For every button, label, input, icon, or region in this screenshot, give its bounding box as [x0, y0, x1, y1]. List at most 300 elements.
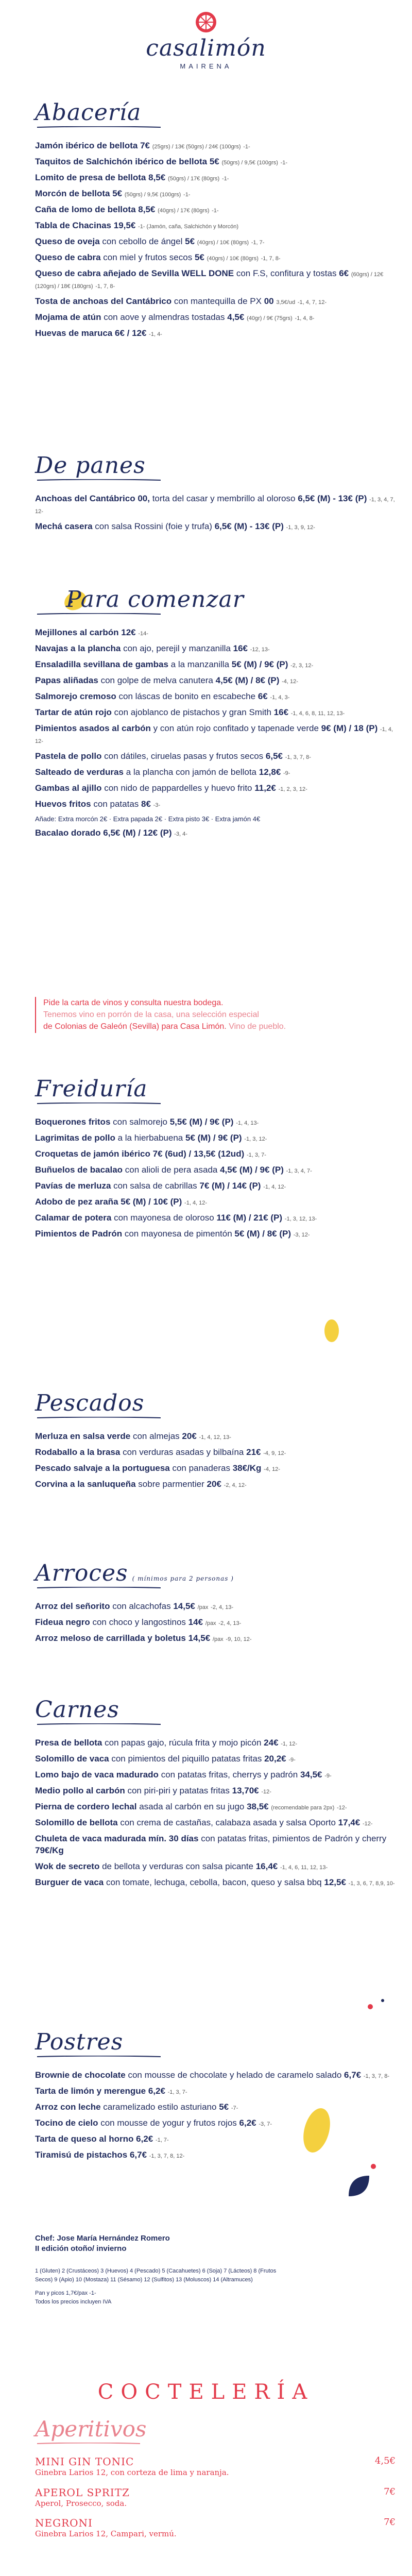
- item-description: con mayonesa de pimentón: [124, 1228, 232, 1239]
- underline-decoration: [37, 126, 161, 128]
- item-allergens: -1, 4, 12, 13-: [199, 1434, 231, 1441]
- item-name: Papas aliñadas: [35, 675, 98, 686]
- section-note: ( mínimos para 2 personas ): [132, 1575, 234, 1582]
- item-price: 6,5€ (M) / 12€ (P): [103, 828, 172, 838]
- section-title: Abacería: [35, 99, 142, 126]
- item-price: 6,2€: [136, 2134, 153, 2144]
- item-price: 5,5€ (M) / 9€ (P): [169, 1117, 234, 1127]
- item-price: 12€: [121, 628, 136, 638]
- item-price: 38,5€: [247, 1802, 269, 1812]
- item-allergens: -1, 4, 7, 12-: [297, 299, 327, 306]
- item-price: 8,5€: [148, 173, 166, 183]
- item-allergens: -1, 3, 4, 7-: [286, 1168, 312, 1175]
- allergen-list: 1 (Gluten) 2 (Crustáceos) 3 (Huevos) 4 (Pescado) 5 (Cacahuetes) 6 (Soja) 7 (Lácteos) 8 (Frutos Secos) 9 (Apio) 10 (Mostaza) 11 (Sésamo) 12 (Sulfitos) 13 (Moluscos) 14 (Altramuces): [35, 2268, 277, 2283]
- items-comenzar: [35, 627, 396, 839]
- item-price: 6,2€: [148, 2086, 165, 2096]
- item-name: Chuleta de vaca madurada mín. 30 días: [35, 1834, 199, 1844]
- item-allergens: -4, 9, 12-: [263, 1450, 286, 1457]
- leaf-decoration-icon: [346, 2173, 372, 2199]
- item-description: con piri-piri y patatas fritas: [127, 1786, 230, 1796]
- section-arroces: [35, 1561, 396, 1649]
- menu-item: [35, 328, 396, 340]
- underline-decoration: [37, 1103, 161, 1105]
- item-allergens: -12-: [362, 1821, 373, 1827]
- menu-item: [35, 1617, 396, 1629]
- item-name: Jamón ibérico de bellota: [35, 141, 138, 151]
- item-allergens: -9-: [283, 770, 290, 776]
- item-description: con ajoblanco de pistachos y gran Smith: [114, 707, 271, 718]
- item-allergens: -14-: [138, 631, 148, 637]
- item-price: 11,2€: [254, 783, 276, 793]
- item-name: Morcón de bellota: [35, 189, 110, 199]
- menu-item: [35, 1164, 396, 1176]
- item-description: con verduras asadas y bilbaína: [123, 1447, 244, 1458]
- item-name: Burguer de vaca: [35, 1877, 104, 1887]
- item-description: con crema de castañas, calabaza asada y salsa Oporto: [120, 1818, 336, 1828]
- notice-line-1: Pide la carta de vinos y consulta nuestra bodega.: [43, 998, 224, 1007]
- item-description: a la hierbabuena: [117, 1133, 183, 1143]
- item-allergens: -12-: [337, 1805, 347, 1811]
- underline-decoration: [37, 2056, 161, 2058]
- drink-description: Ginebra Larios 12, con corteza de lima y naranja.: [35, 2468, 229, 2477]
- menu-item: [35, 827, 396, 839]
- item-allergens: -1, 3, 7-: [246, 1152, 266, 1159]
- item-extra: /pax: [212, 1636, 224, 1643]
- item-name: Pimientos asados al carbón: [35, 723, 151, 734]
- menu-item: [35, 2149, 396, 2161]
- section-freiduria: [35, 1077, 396, 1244]
- drink-name: NEGRONI: [35, 2517, 93, 2529]
- item-name: Gambas al ajillo: [35, 783, 102, 793]
- item-name: Pastela de pollo: [35, 751, 102, 761]
- item-description: con panaderas: [172, 1463, 230, 1473]
- section-title: [35, 1561, 396, 1586]
- item-allergens: -1, 7, 8-: [95, 283, 115, 290]
- item-extra: 3,5€/ud: [276, 299, 296, 306]
- underline-decoration: [37, 2443, 140, 2445]
- item-price: 13,70€: [232, 1786, 259, 1796]
- menu-item: [35, 268, 396, 292]
- drink-description: Ginebra Larios 12, Campari, vermú.: [35, 2529, 177, 2538]
- notice-line-3b: Vino de pueblo.: [226, 1022, 286, 1031]
- items-carnes: [35, 1737, 396, 1888]
- item-price: 14,5€: [188, 1633, 211, 1643]
- item-name: Arroz meloso de carrillada y boletus: [35, 1633, 186, 1643]
- drink-item: [35, 2486, 396, 2509]
- item-name: Presa de bellota: [35, 1738, 102, 1748]
- item-price: 6,2€: [239, 2118, 256, 2128]
- item-price: 16,4€: [255, 1861, 278, 1871]
- item-allergens: -1, 4, 12-: [184, 1200, 208, 1207]
- logo: [0, 10, 412, 70]
- item-allergens: -1, 7-: [251, 240, 265, 246]
- item-price: 6,7€: [344, 2070, 362, 2080]
- item-description: con almejas: [132, 1431, 180, 1442]
- item-name: Medio pollo al carbón: [35, 1786, 125, 1796]
- item-extra: (recomendable para 2px): [271, 1805, 335, 1811]
- menu-item: [35, 1196, 396, 1208]
- item-description: con alioli de pera asada: [125, 1165, 218, 1175]
- menu-item: [35, 2117, 396, 2129]
- menu-item: [35, 1833, 396, 1857]
- item-allergens: -1, 3, 7, 8-: [363, 2073, 390, 2080]
- item-extra: (50grs) / 17€ (80grs): [167, 176, 220, 182]
- item-allergens: -3, 4-: [174, 831, 187, 838]
- item-name: Rodaballo a la brasa: [35, 1447, 121, 1458]
- item-allergens: -1, 4, 8-: [295, 315, 315, 321]
- section-title: Pescados: [35, 1390, 145, 1416]
- item-allergens: -1, 4, 13-: [236, 1120, 259, 1127]
- item-name: Pierna de cordero lechal: [35, 1802, 137, 1812]
- chef-credit: [35, 2233, 293, 2255]
- underline-decoration: [37, 1417, 161, 1419]
- menu-item: [35, 312, 396, 324]
- drink-price: 7€: [384, 2517, 396, 2528]
- item-price: 38€/Kg: [232, 1463, 262, 1473]
- menu-item: [35, 1212, 396, 1224]
- item-allergens: -1, 3, 4, 7, 12-: [35, 497, 395, 515]
- menu-item: [35, 659, 396, 671]
- items-panes: [35, 493, 396, 533]
- menu-item: [35, 188, 396, 200]
- item-name: Solomillo de vaca: [35, 1754, 109, 1764]
- item-description: asada al carbón en su jugo: [139, 1802, 245, 1812]
- item-price: 7€ (6ud) / 13,5€ (12ud): [152, 1149, 245, 1159]
- item-description: con patatas: [93, 799, 139, 809]
- item-name: Salteado de verduras: [35, 767, 124, 777]
- item-allergens: -1-: [212, 208, 219, 214]
- item-name: Queso de oveja: [35, 236, 100, 247]
- edition: II edición otoño/ invierno: [35, 2244, 127, 2253]
- underline-decoration: [37, 613, 161, 615]
- menu-item: [35, 1116, 396, 1128]
- menu-item: [35, 296, 396, 308]
- item-allergens: -4, 12-: [282, 679, 298, 685]
- item-name: Salmorejo cremoso: [35, 691, 116, 702]
- item-name: Taquitos de Salchichón ibérico de bellota: [35, 157, 208, 167]
- item-extra: /pax: [197, 1604, 209, 1611]
- item-description: con mantequilla de PX: [174, 296, 262, 306]
- drink-item: [35, 2455, 396, 2478]
- item-price: 6€: [258, 691, 268, 702]
- item-description: con golpe de melva canutera: [100, 675, 213, 686]
- item-name: Tiramisú de pistachos: [35, 2150, 128, 2160]
- menu-item: [35, 1737, 396, 1749]
- item-price: 14€: [188, 1617, 203, 1628]
- drink-price: 7€: [384, 2486, 396, 2497]
- item-price: 79€/Kg: [35, 1845, 64, 1855]
- item-description: con nido de pappardelles y huevo frito: [104, 783, 252, 793]
- dot-decoration: [371, 2164, 376, 2169]
- item-name: Bacalao dorado: [35, 828, 101, 838]
- menu-item: [35, 1817, 396, 1829]
- item-allergens: -9, 10, 12-: [226, 1636, 252, 1643]
- item-name: Lomo bajo de vaca madurado: [35, 1770, 159, 1780]
- item-description: caramelizado estilo asturiano: [103, 2102, 217, 2112]
- section-panes: [35, 453, 396, 537]
- drink-description: Aperol, Prosecco, soda.: [35, 2498, 127, 2508]
- menu-item: [35, 1769, 396, 1781]
- item-name: Arroz del señorito: [35, 1601, 110, 1612]
- item-allergens: -1, 4, 6, 8, 11, 12, 13-: [290, 710, 345, 717]
- item-description: torta del casar y membrillo al oloroso: [152, 494, 296, 504]
- menu-item: [35, 1463, 396, 1475]
- menu-item: [35, 1447, 396, 1459]
- item-extra: (50grs) / 9,5€ (100grs): [221, 160, 278, 166]
- item-name: Mojama de atún: [35, 312, 101, 322]
- menu-item: [35, 2086, 396, 2097]
- item-name: Brownie de chocolate: [35, 2070, 126, 2080]
- item-name: Ensaladilla sevillana de gambas: [35, 659, 168, 670]
- item-price: 17,4€: [338, 1818, 360, 1828]
- item-description: a la manzanilla: [170, 659, 230, 670]
- item-description: con salsa Rossini (foie y trufa): [95, 521, 212, 532]
- item-name: Anchoas del Cantábrico 00,: [35, 494, 150, 504]
- item-allergens: -2, 4, 13-: [211, 1604, 234, 1611]
- item-price: 4,5€: [227, 312, 245, 322]
- drink-name: APEROL SPRITZ: [35, 2486, 130, 2499]
- item-description: con patatas fritas, pimientos de Padrón y cherry: [201, 1834, 387, 1844]
- item-description: de bellota y verduras con salsa picante: [102, 1861, 253, 1871]
- menu-item: [35, 1861, 396, 1873]
- item-price: 6,5€ (M) - 13€ (P): [214, 521, 284, 532]
- item-extra: (25grs) / 13€ (50grs) / 24€ (100grs): [152, 144, 241, 150]
- item-description: con ajo, perejil y manzanilla: [123, 643, 231, 654]
- notice-line-3a: de Colonias de Galeón (Sevilla) para Casa Limón.: [43, 1022, 227, 1031]
- item-price: 6,5€: [265, 751, 283, 761]
- item-name: Pescado salvaje a la portuguesa: [35, 1463, 170, 1473]
- item-price: 5€: [209, 157, 219, 167]
- item-price: 5€ (M) / 8€ (P): [234, 1228, 291, 1239]
- items-freiduria: [35, 1116, 396, 1240]
- item-description: con mousse de chocolate y helado de caramelo salado: [128, 2070, 342, 2080]
- item-price: 24€: [264, 1738, 279, 1748]
- menu-item: [35, 1877, 396, 1889]
- item-name: Solomillo de bellota: [35, 1818, 118, 1828]
- item-allergens: -1, 4, 12-: [35, 726, 393, 744]
- item-name: Arroz con leche: [35, 2102, 101, 2112]
- menu-item: [35, 707, 396, 719]
- item-price: 21€: [246, 1447, 261, 1458]
- item-price: 7€: [140, 141, 150, 151]
- item-description: con papas gajo, rúcula frita y mojo picón: [105, 1738, 262, 1748]
- item-name: Merluza en salsa verde: [35, 1431, 131, 1442]
- item-description: con salsa de cabrillas: [113, 1181, 197, 1191]
- item-name: Navajas a la plancha: [35, 643, 121, 654]
- item-price: 5€: [112, 189, 123, 199]
- menu-item: [35, 1148, 396, 1160]
- items-arroces: [35, 1601, 396, 1645]
- menu-item: [35, 1132, 396, 1144]
- underline-decoration: [37, 479, 161, 481]
- item-allergens: -9-: [288, 1757, 296, 1764]
- menu-item: [35, 767, 396, 778]
- item-name: Corvina a la sanluqueña: [35, 1479, 136, 1489]
- item-allergens: -1-: [221, 176, 229, 182]
- item-price: 16€: [233, 643, 248, 654]
- menu-item: [35, 783, 396, 794]
- item-price: 19,5€: [113, 221, 136, 231]
- tax-note: Todos los precios incluyen IVA: [35, 2298, 112, 2305]
- item-description: con patatas fritas, cherrys y padrón: [161, 1770, 298, 1780]
- lemon-decoration-icon: [299, 2102, 335, 2159]
- wine-notice: [35, 997, 404, 1033]
- menu-item: [35, 156, 396, 168]
- menu-item: [35, 172, 396, 184]
- item-description: sobre parmentier: [138, 1479, 204, 1489]
- item-name: Queso de cabra: [35, 252, 101, 262]
- item-price: 34,5€: [300, 1770, 322, 1780]
- cocteleria-title: COCTELERÍA: [97, 2380, 315, 2404]
- item-price: 12,8€: [259, 767, 281, 777]
- item-price: 8,5€: [138, 205, 156, 215]
- menu-item: [35, 1753, 396, 1765]
- item-price: 5€: [194, 252, 204, 262]
- item-price: 5€ (M) / 9€ (P): [185, 1133, 242, 1143]
- item-name: Huevos fritos: [35, 799, 91, 809]
- menu-item: [35, 220, 396, 232]
- item-allergens: -1, 3, 9, 12-: [286, 524, 315, 531]
- section-title: Postres: [35, 2029, 124, 2055]
- section-title: Carnes: [35, 1697, 119, 1723]
- item-allergens: -1, 4, 3-: [270, 694, 290, 701]
- item-price: 5€: [185, 236, 195, 247]
- item-name: Wok de secreto: [35, 1861, 100, 1871]
- item-allergens: -1-: [183, 192, 191, 198]
- item-price: 12,5€: [324, 1877, 346, 1887]
- section-title: Para comenzar: [66, 586, 244, 613]
- section-aperitivos: [35, 2416, 396, 2548]
- menu-item: [35, 1228, 396, 1240]
- bread-note: Pan y picos 1,7€/pax -1-: [35, 2290, 96, 2296]
- menu-item: [35, 236, 396, 248]
- menu-item: [35, 723, 396, 747]
- item-allergens: -1, 3, 6, 7, 8,9, 10-: [348, 1880, 395, 1887]
- dot-decoration: [381, 1999, 384, 2002]
- menu-item: [35, 643, 396, 655]
- item-name: Adobo de pez araña: [35, 1197, 118, 1207]
- item-name: Fideua negro: [35, 1617, 90, 1628]
- item-allergens: -12, 13-: [250, 647, 270, 653]
- lemon-decoration-icon: [321, 1317, 342, 1345]
- item-name: Caña de lomo de bellota: [35, 205, 136, 215]
- chef-name: Chef: Jose María Hernández Romero: [35, 2234, 170, 2243]
- item-price: 11€ (M) / 21€ (P): [216, 1213, 283, 1223]
- item-allergens: -1, 7-: [156, 2137, 169, 2144]
- item-name: Tartar de atún rojo: [35, 707, 112, 718]
- item-allergens: -9-: [324, 1773, 332, 1780]
- item-price: 20€: [182, 1431, 197, 1442]
- item-allergens: -3, 7-: [259, 2121, 272, 2128]
- section-carnes: [35, 1698, 396, 1893]
- item-name: Pimientos de Padrón: [35, 1228, 123, 1239]
- item-price: 7€ (M) / 14€ (P): [199, 1181, 261, 1191]
- item-allergens: -12-: [261, 1789, 271, 1795]
- item-name: Buñuelos de bacalao: [35, 1165, 123, 1175]
- item-description: Añade: Extra morcón 2€ · Extra papada 2€ · Extra pisto 3€ · Extra jamón 4€: [35, 815, 261, 823]
- item-extra: (60grs) / 12€ (120grs) / 18€ (180grs): [35, 271, 384, 290]
- item-description: con aove y almendras tostadas: [104, 312, 225, 322]
- item-allergens: -1, 3, 7, 8, 12-: [149, 2153, 185, 2160]
- item-name: Calamar de potera: [35, 1213, 112, 1223]
- allergen-legend: [35, 2267, 293, 2306]
- underline-decoration: [37, 1587, 161, 1589]
- section-title-text: Arroces: [35, 1560, 128, 1586]
- drink-name: MINI GIN TONIC: [35, 2455, 134, 2468]
- notice-line-2: Tenemos vino en porrón de la casa, una selección especial: [43, 1010, 259, 1020]
- item-price: 14,5€: [173, 1601, 195, 1612]
- item-allergens: -3, 12-: [293, 1231, 310, 1238]
- menu-item: [35, 2070, 396, 2081]
- item-price: 4,5€ (M) / 8€ (P): [215, 675, 280, 686]
- items-pescados: [35, 1431, 396, 1490]
- item-description: con dátiles, ciruelas pasas y frutos secos: [104, 751, 264, 761]
- item-price: 4,5€ (M) / 9€ (P): [220, 1165, 284, 1175]
- item-extra: /pax: [205, 1620, 216, 1627]
- logo-subtitle: MAIRENA: [180, 62, 232, 70]
- menu-item: [35, 1601, 396, 1613]
- section-pescados: [35, 1391, 396, 1495]
- item-price: 8€: [141, 799, 151, 809]
- items-postres: [35, 2070, 396, 2161]
- item-allergens: -2, 3, 12-: [290, 663, 314, 669]
- menu-item: [35, 1479, 396, 1490]
- menu-item: [35, 204, 396, 216]
- item-name: Tosta de anchoas del Cantábrico: [35, 296, 172, 306]
- menu-item: [35, 675, 396, 687]
- item-name: Tarta de limón y merengue: [35, 2086, 146, 2096]
- dot-decoration: [368, 2004, 373, 2009]
- menu-item: [35, 493, 396, 517]
- item-allergens: -3-: [153, 802, 161, 808]
- item-description: con alcachofas: [112, 1601, 171, 1612]
- item-allergens: -2, 4, 13-: [218, 1620, 242, 1627]
- item-name: Croquetas de jamón ibérico: [35, 1149, 150, 1159]
- menu-item: [35, 627, 396, 639]
- item-price: 6,7€: [129, 2150, 147, 2160]
- item-name: Lagrimitas de pollo: [35, 1133, 115, 1143]
- item-name: Lomito de presa de bellota: [35, 173, 146, 183]
- item-allergens: -4, 12-: [264, 1466, 280, 1473]
- item-price: 16€: [273, 707, 289, 718]
- drink-item: [35, 2517, 396, 2539]
- item-description: con salmorejo: [113, 1117, 167, 1127]
- item-price: 5€ (M) / 10€ (P): [121, 1197, 182, 1207]
- item-description: con F.S, confitura y tostas: [236, 268, 337, 278]
- menu-item: [35, 691, 396, 703]
- item-extra: (40grs) / 17€ (80grs): [158, 208, 210, 214]
- item-allergens: -1, 3, 12-: [244, 1136, 267, 1143]
- item-name: Mechá casera: [35, 521, 93, 532]
- item-allergens: -1, 4, 12-: [263, 1184, 286, 1191]
- item-allergens: -7-: [231, 2105, 238, 2112]
- item-allergens: -1, 4, 6, 11, 12, 13-: [280, 1864, 328, 1871]
- item-name: Pavías de merluza: [35, 1181, 111, 1191]
- drink-price: 4,5€: [374, 2455, 396, 2466]
- section-comenzar: [35, 587, 396, 843]
- item-name: Boquerones fritos: [35, 1117, 111, 1127]
- underline-decoration: [37, 1723, 161, 1725]
- item-price: 5€ (M) / 9€ (P): [231, 659, 288, 670]
- item-allergens: -1, 2, 3, 12-: [278, 786, 307, 792]
- item-description: y con atún rojo confitado y tapenade verde: [153, 723, 319, 734]
- item-allergens: -1-: [243, 144, 250, 150]
- item-name: Mejillones al carbón: [35, 628, 119, 638]
- item-description: con pimientos del piquillo patatas fritas: [111, 1754, 262, 1764]
- item-allergens: -1, 7, 8-: [261, 255, 281, 262]
- lemon-logo-icon: [194, 10, 218, 34]
- item-allergens: -2, 4, 12-: [224, 1482, 247, 1489]
